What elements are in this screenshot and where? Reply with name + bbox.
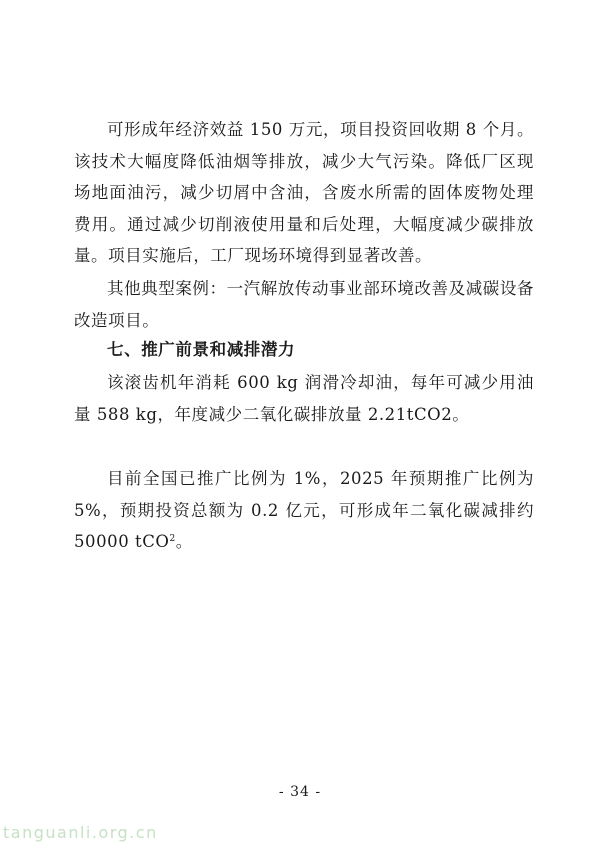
- paragraph-promotion-ratio: [74, 463, 534, 558]
- paragraph-promotion-text: 目前全国已推广比例为 1%，2025 年预期推广比例为 5%，预期投资总额为 0.2 亿元，可形成年二氧化碳减排约 50000 tCO: [74, 469, 534, 552]
- co2-subscript: 2: [169, 534, 176, 545]
- paragraph-end-mark: 。: [175, 532, 193, 552]
- paragraph-economic-benefit: 可形成年经济效益 150 万元，项目投资回收期 8 个月。该技术大幅度降低油烟等排放，减少大气污染。降低厂区现场地面油污，减少切屑中含油，含废水所需的固体废物处理费用。通过减少切削液使用量和后处理，大幅度减少碳排放量。项目实施后，工厂现场环境得到显著改善。: [74, 120, 534, 266]
- section-heading: 七、推广前景和减排潜力: [107, 340, 296, 359]
- watermark-text: tanguanli.org.cn: [3, 823, 158, 842]
- page-number: - 34 -: [278, 784, 322, 800]
- paragraph-oil-consumption: 该滚齿机年消耗 600 kg 润滑冷却油，每年可减少用油量 588 kg，年度减少二氧化碳排放量 2.21tCO2。: [74, 373, 534, 424]
- paragraph-other-cases: 其他典型案例：一汽解放传动事业部环境改善及减碳设备改造项目。: [74, 279, 534, 330]
